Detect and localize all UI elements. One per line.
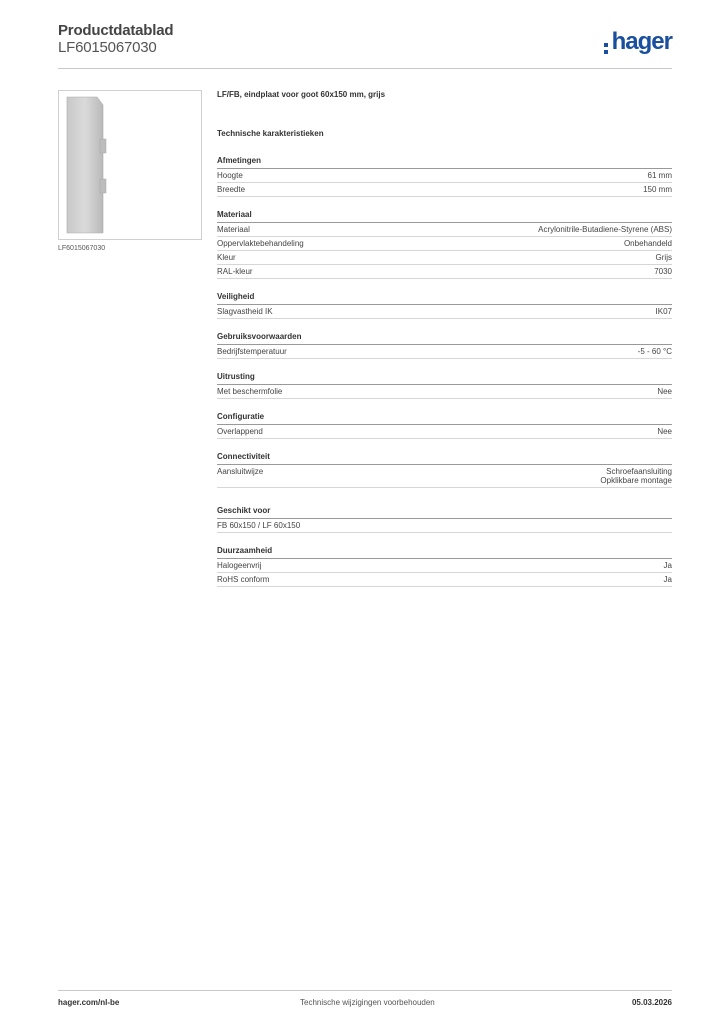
footer-divider <box>58 990 672 991</box>
spec-label: Halogeenvrij <box>217 561 262 570</box>
section-heading: Duurzaamheid <box>217 546 672 559</box>
logo-text: hager <box>611 28 672 55</box>
spec-value <box>600 467 672 485</box>
spec-section <box>217 506 672 533</box>
spec-label: Hoogte <box>217 171 243 180</box>
section-heading: Gebruiksvoorwaarden <box>217 332 672 345</box>
spec-section <box>217 372 672 399</box>
spec-value <box>638 347 672 356</box>
spec-row <box>217 573 672 587</box>
spec-value-line: Ja <box>663 561 672 570</box>
product-title: LF/FB, eindplaat voor goot 60x150 mm, grijs <box>217 90 386 99</box>
spec-row <box>217 251 672 265</box>
spec-row <box>217 465 672 488</box>
spec-row <box>217 385 672 399</box>
spec-value <box>648 171 672 180</box>
spec-value <box>654 267 672 276</box>
spec-value-line: 61 mm <box>647 171 672 180</box>
tech-heading: Technische karakteristieken <box>217 129 324 138</box>
footer-website-link[interactable]: hager.com/nl-be <box>58 998 120 1007</box>
spec-section <box>217 210 672 279</box>
spec-value-line: Nee <box>657 427 672 436</box>
spec-value <box>657 387 672 396</box>
spec-value-line: Opklikbare montage <box>600 476 672 485</box>
spec-value <box>656 253 672 262</box>
spec-label: Met beschermfolie <box>217 387 283 396</box>
spec-value <box>538 225 672 234</box>
spec-value <box>643 185 672 194</box>
spec-value-line: -5 - 60 °C <box>637 347 672 356</box>
section-heading: Geschikt voor <box>217 506 672 519</box>
spec-value-line: Schroefaansluiting <box>606 467 672 476</box>
section-heading: Veiligheid <box>217 292 672 305</box>
hager-logo[interactable] <box>604 28 672 56</box>
spec-value-line: Grijs <box>655 253 672 262</box>
header-divider <box>58 68 672 69</box>
spec-section <box>217 546 672 587</box>
spec-section <box>217 412 672 439</box>
end-plate-icon <box>59 91 201 239</box>
spec-row <box>217 237 672 251</box>
spec-label: Aansluitwijze <box>217 467 264 476</box>
spec-value-line: IK07 <box>655 307 672 316</box>
spec-label: RoHS conform <box>217 575 270 584</box>
product-image <box>58 90 202 240</box>
spec-label: FB 60x150 / LF 60x150 <box>217 521 301 530</box>
spec-value <box>664 561 672 570</box>
spec-value-line: 7030 <box>654 267 672 276</box>
section-heading: Uitrusting <box>217 372 672 385</box>
spec-row <box>217 559 672 573</box>
spec-row <box>217 169 672 183</box>
product-details <box>217 90 672 587</box>
section-heading: Connectiviteit <box>217 452 672 465</box>
spec-row <box>217 519 672 533</box>
spec-row <box>217 183 672 197</box>
spec-section <box>217 332 672 359</box>
image-caption: LF6015067030 <box>58 245 106 252</box>
spec-value-line: Onbehandeld <box>623 239 672 248</box>
spec-row <box>217 223 672 237</box>
spec-row <box>217 345 672 359</box>
section-heading: Configuratie <box>217 412 672 425</box>
spec-label: Kleur <box>217 253 236 262</box>
spec-row <box>217 305 672 319</box>
spec-value <box>664 575 672 584</box>
spec-label: Breedte <box>217 185 246 194</box>
spec-value <box>657 427 672 436</box>
spec-value <box>656 307 672 316</box>
section-heading: Materiaal <box>217 210 672 223</box>
section-heading: Afmetingen <box>217 156 672 169</box>
header-title: Productdatablad <box>58 22 174 39</box>
header-product-code: LF6015067030 <box>58 39 157 56</box>
logo-colon-icon <box>604 43 610 54</box>
spec-sections <box>217 156 672 587</box>
spec-value-line: 150 mm <box>643 185 672 194</box>
spec-label: Bedrijfstemperatuur <box>217 347 287 356</box>
spec-label: Overlappend <box>217 427 263 436</box>
spec-row <box>217 425 672 439</box>
spec-section <box>217 156 672 197</box>
spec-label: RAL-kleur <box>217 267 253 276</box>
spec-label: Oppervlaktebehandeling <box>217 239 304 248</box>
spec-row <box>217 265 672 279</box>
spec-label: Slagvastheid IK <box>217 307 273 316</box>
spec-value <box>624 239 672 248</box>
spec-label: Materiaal <box>217 225 250 234</box>
spec-value-line: Acrylonitrile-Butadiene-Styrene (ABS) <box>538 225 672 234</box>
spec-section <box>217 452 672 488</box>
spec-value-line: Ja <box>663 575 672 584</box>
spec-value-line: Nee <box>657 387 672 396</box>
footer-disclaimer: Technische wijzigingen voorbehouden <box>300 998 435 1007</box>
spec-section <box>217 292 672 319</box>
footer-date: 05.03.2026 <box>631 998 672 1007</box>
